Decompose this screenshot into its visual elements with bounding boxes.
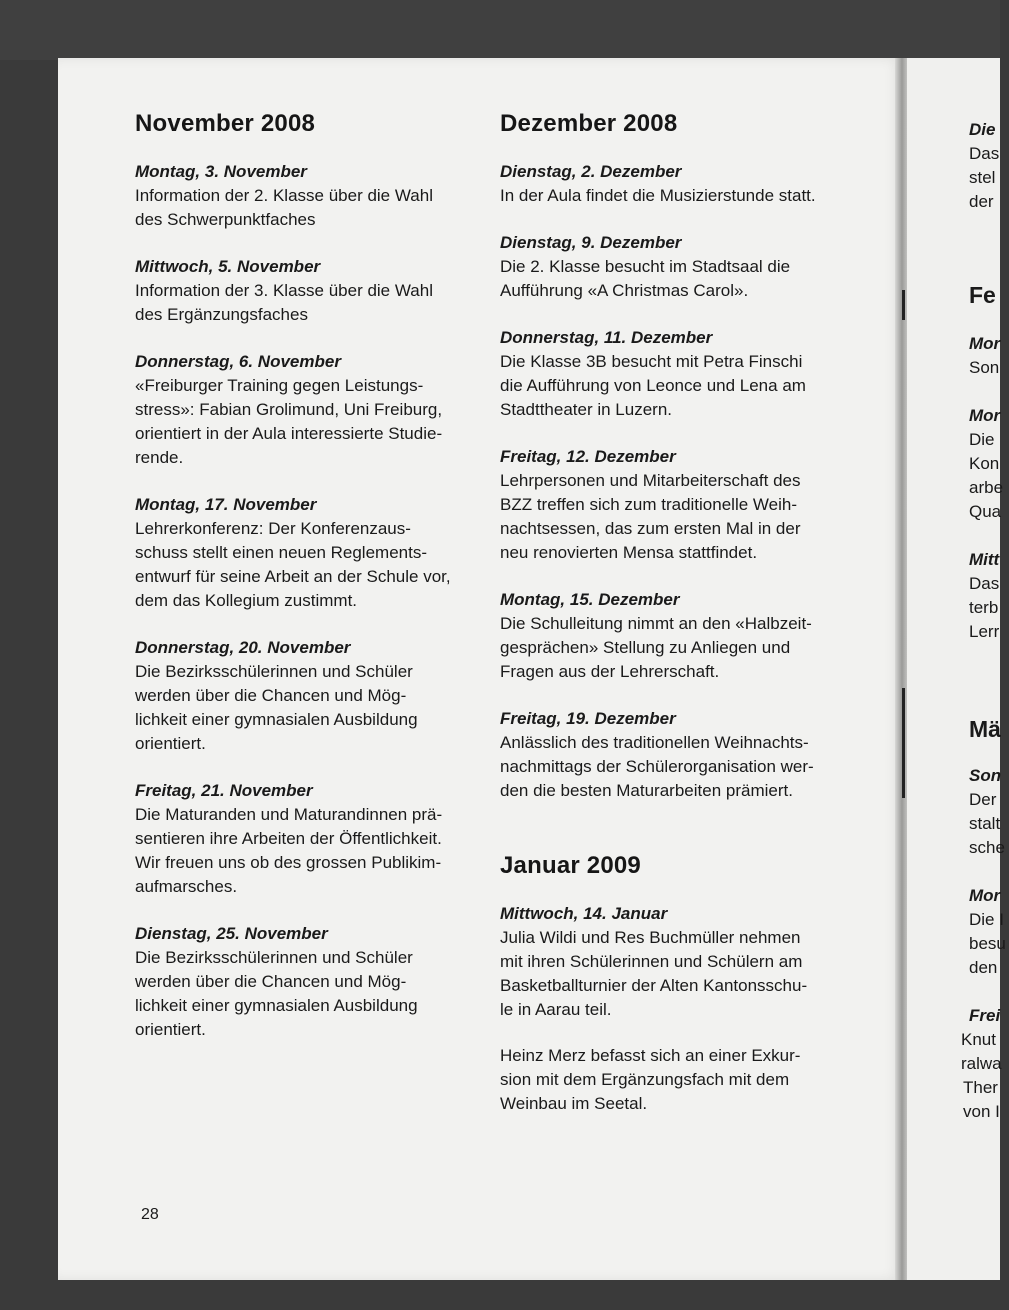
entry-text: Lehrpersonen und Mitarbeiterschaft des BZZ treffen sich zum traditionelle Weih- nachtsessen, das zum ersten Mal in der neu renovierten Mensa stattfindet.	[500, 471, 801, 562]
scan-background	[0, 0, 1000, 60]
entry-date: Dienstag, 2. Dezember	[500, 162, 682, 181]
right-page-fragment: Die	[969, 120, 996, 139]
right-page-fragment: arbe	[969, 478, 1004, 497]
right-page-fragment: Mitt	[969, 550, 1000, 569]
right-page-fragment: Mä	[969, 716, 1001, 742]
entry-date: Mittwoch, 5. November	[135, 257, 321, 276]
right-page-fragment: Qua	[969, 502, 1002, 521]
right-page-fragment: besu	[969, 934, 1006, 953]
entry-date: Freitag, 21. November	[135, 781, 313, 800]
entry-text: Information der 2. Klasse über die Wahl des Schwerpunktfaches	[135, 186, 433, 229]
right-page-fragment: ralwa	[961, 1054, 1002, 1073]
right-page-fragment: von I	[963, 1102, 1000, 1121]
calendar-entry	[135, 779, 475, 899]
entry-text: «Freiburger Training gegen Leistungs- stress»: Fabian Grolimund, Uni Freiburg, orientiert in der Aula interessierte Studie- rende.	[135, 376, 443, 467]
right-page-fragment: Ther	[963, 1078, 998, 1097]
entry-date: Montag, 3. November	[135, 162, 307, 181]
right-page-fragment: Frei	[969, 1006, 1001, 1025]
right-page-fragment: terb	[969, 598, 999, 617]
entry-text: Julia Wildi und Res Buchmüller nehmen mit ihren Schülerinnen und Schülern am Basketballturnier der Alten Kantonsschu- le in Aarau teil.	[500, 928, 808, 1019]
entry-date: Dienstag, 25. November	[135, 924, 328, 943]
calendar-entry	[135, 636, 475, 756]
calendar-entry	[500, 445, 850, 565]
entry-date: Donnerstag, 20. November	[135, 638, 351, 657]
entry-date: Montag, 15. Dezember	[500, 590, 680, 609]
right-page-fragment: sche	[969, 838, 1005, 857]
entry-date: Mittwoch, 14. Januar	[500, 904, 668, 923]
entry-text: Die Bezirksschülerinnen und Schüler werden über die Chancen und Mög- lichkeit einer gymnasialen Ausbildung orientiert.	[135, 948, 418, 1039]
entry-text: Lehrerkonferenz: Der Konferenzaus- schuss stellt einen neuen Reglements- entwurf für seine Arbeit an der Schule vor, dem das Kollegium zustimmt.	[135, 519, 451, 610]
entry-date: Donnerstag, 11. Dezember	[500, 328, 713, 347]
right-page-fragment: Fe	[969, 282, 996, 308]
section-heading: November 2008	[135, 110, 316, 137]
right-page-fragment: Das	[969, 144, 1000, 163]
right-page-fragment: Die I	[969, 910, 1004, 929]
page-edge-mark	[902, 290, 905, 320]
entry-text: In der Aula findet die Musizierstunde statt.	[500, 186, 816, 205]
entry-date: Montag, 17. November	[135, 495, 317, 514]
entry-text: Anlässlich des traditionellen Weihnachts- nachmittags der Schülerorganisation wer- den die besten Maturarbeiten prämiert.	[500, 733, 814, 800]
calendar-entry	[500, 588, 850, 684]
calendar-entry	[500, 707, 850, 803]
november-column	[135, 110, 475, 1065]
right-page-fragment: stel	[969, 168, 996, 187]
right-page-fragment: stalt	[969, 814, 1001, 833]
right-page-fragment: den	[969, 958, 998, 977]
right-page-fragment: der	[969, 192, 994, 211]
calendar-entry	[135, 255, 475, 327]
section-heading: Dezember 2008	[500, 110, 678, 137]
page-edge-mark	[902, 688, 905, 798]
calendar-entry	[500, 160, 850, 208]
entry-date: Freitag, 19. Dezember	[500, 709, 676, 728]
entry-text: Die Bezirksschülerinnen und Schüler werden über die Chancen und Mög- lichkeit einer gymnasialen Ausbildung orientiert.	[135, 662, 418, 753]
right-page-fragment: Das	[969, 574, 1000, 593]
calendar-entry	[135, 160, 475, 232]
entry-date: Dienstag, 9. Dezember	[500, 233, 682, 252]
entry-text: Die 2. Klasse besucht im Stadtsaal die Aufführung «A Christmas Carol».	[500, 257, 791, 300]
right-page-fragment: Son	[969, 766, 1002, 785]
calendar-entry	[135, 493, 475, 613]
right-page-fragment: Mor	[969, 886, 1001, 905]
calendar-entry	[500, 231, 850, 303]
page-number: 28	[141, 1206, 159, 1223]
right-page-fragment: Mor	[969, 334, 1001, 353]
entry-date: Donnerstag, 6. November	[135, 352, 341, 371]
calendar-entry	[135, 350, 475, 470]
right-page-fragment: Der	[969, 790, 997, 809]
calendar-entry	[135, 922, 475, 1042]
right-page-fragment: Kon	[969, 454, 1000, 473]
entry-text: Die Schulleitung nimmt an den «Halbzeit- gesprächen» Stellung zu Anliegen und Fragen aus der Lehrerschaft.	[500, 614, 812, 681]
calendar-entry	[500, 902, 850, 1116]
entry-date: Freitag, 12. Dezember	[500, 447, 676, 466]
right-page-fragment: Lerr	[969, 622, 1000, 641]
right-page-fragment: Die	[969, 430, 995, 449]
section-heading: Januar 2009	[500, 852, 641, 879]
entry-text: Heinz Merz befasst sich an einer Exkur- sion mit dem Ergänzungsfach mit dem Weinbau im Seetal.	[500, 1046, 801, 1113]
entry-text: Die Maturanden und Maturandinnen prä- sentieren ihre Arbeiten der Öffentlichkeit. Wir freuen uns ob des grossen Publikim- aufmarsches.	[135, 805, 443, 896]
right-page-fragment: Knut	[961, 1030, 996, 1049]
right-page-fragment: Mor	[969, 406, 1001, 425]
entry-text: Die Klasse 3B besucht mit Petra Finschi die Aufführung von Leonce und Lena am Stadttheater in Luzern.	[500, 352, 806, 419]
right-page-fragment: Son	[969, 358, 1000, 377]
dezember-column	[500, 110, 850, 1139]
entry-text: Information der 3. Klasse über die Wahl des Ergänzungsfaches	[135, 281, 433, 324]
calendar-entry	[500, 326, 850, 422]
